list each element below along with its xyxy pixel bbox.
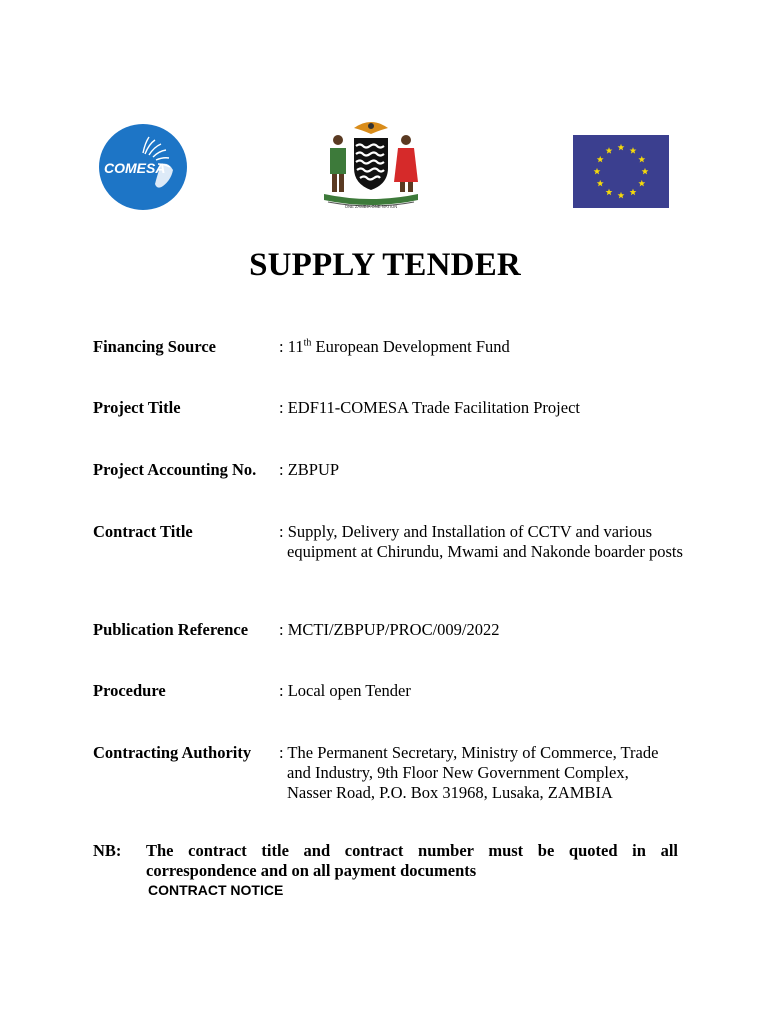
zambia-coat-of-arms (316, 118, 426, 210)
nb-text: The contract title and contract number must be quoted in all correspondence and on all payment documents (146, 841, 678, 880)
contract-title-label: Contract Title (93, 522, 193, 541)
zambia-coat-of-arms-icon (316, 118, 426, 210)
project-accounting-value: : ZBPUP (279, 460, 340, 479)
contract-notice-heading: CONTRACT NOTICE (148, 882, 284, 898)
procedure-value: : Local open Tender (279, 681, 411, 700)
financing-source-value: : 11th European Development Fund (279, 337, 510, 356)
publication-reference-value: : MCTI/ZBPUP/PROC/009/2022 (279, 620, 500, 639)
nb-label: NB: (93, 841, 122, 860)
publication-reference-label: Publication Reference (93, 620, 249, 639)
procedure-label: Procedure (93, 681, 166, 700)
contracting-authority-value: : The Permanent Secretary, Ministry of Commerce, Trade and Industry, 9th Floor New Government Complex, Nasser Road, P.O. Box 31968, Lusaka, ZAMBIA (279, 743, 659, 802)
project-title-value: : EDF11-COMESA Trade Facilitation Project (279, 398, 580, 417)
project-accounting-label: Project Accounting No. (93, 460, 257, 479)
comesa-logo-text: COMESA (104, 160, 166, 176)
financing-source-label: Financing Source (93, 337, 217, 356)
project-title-label: Project Title (93, 398, 181, 417)
comesa-logo (99, 124, 187, 210)
comesa-logo-icon (99, 124, 187, 210)
eu-flag-icon (573, 135, 669, 208)
page-title: SUPPLY TENDER (249, 247, 521, 283)
eu-flag (573, 135, 669, 208)
contracting-authority-label: Contracting Authority (93, 743, 252, 762)
coat-motto: ONE ZAMBIA ONE NATION (344, 204, 398, 209)
contract-title-value: : Supply, Delivery and Installation of CCTV and various equipment at Chirundu, Mwami and Nakonde boarder posts (279, 522, 683, 561)
